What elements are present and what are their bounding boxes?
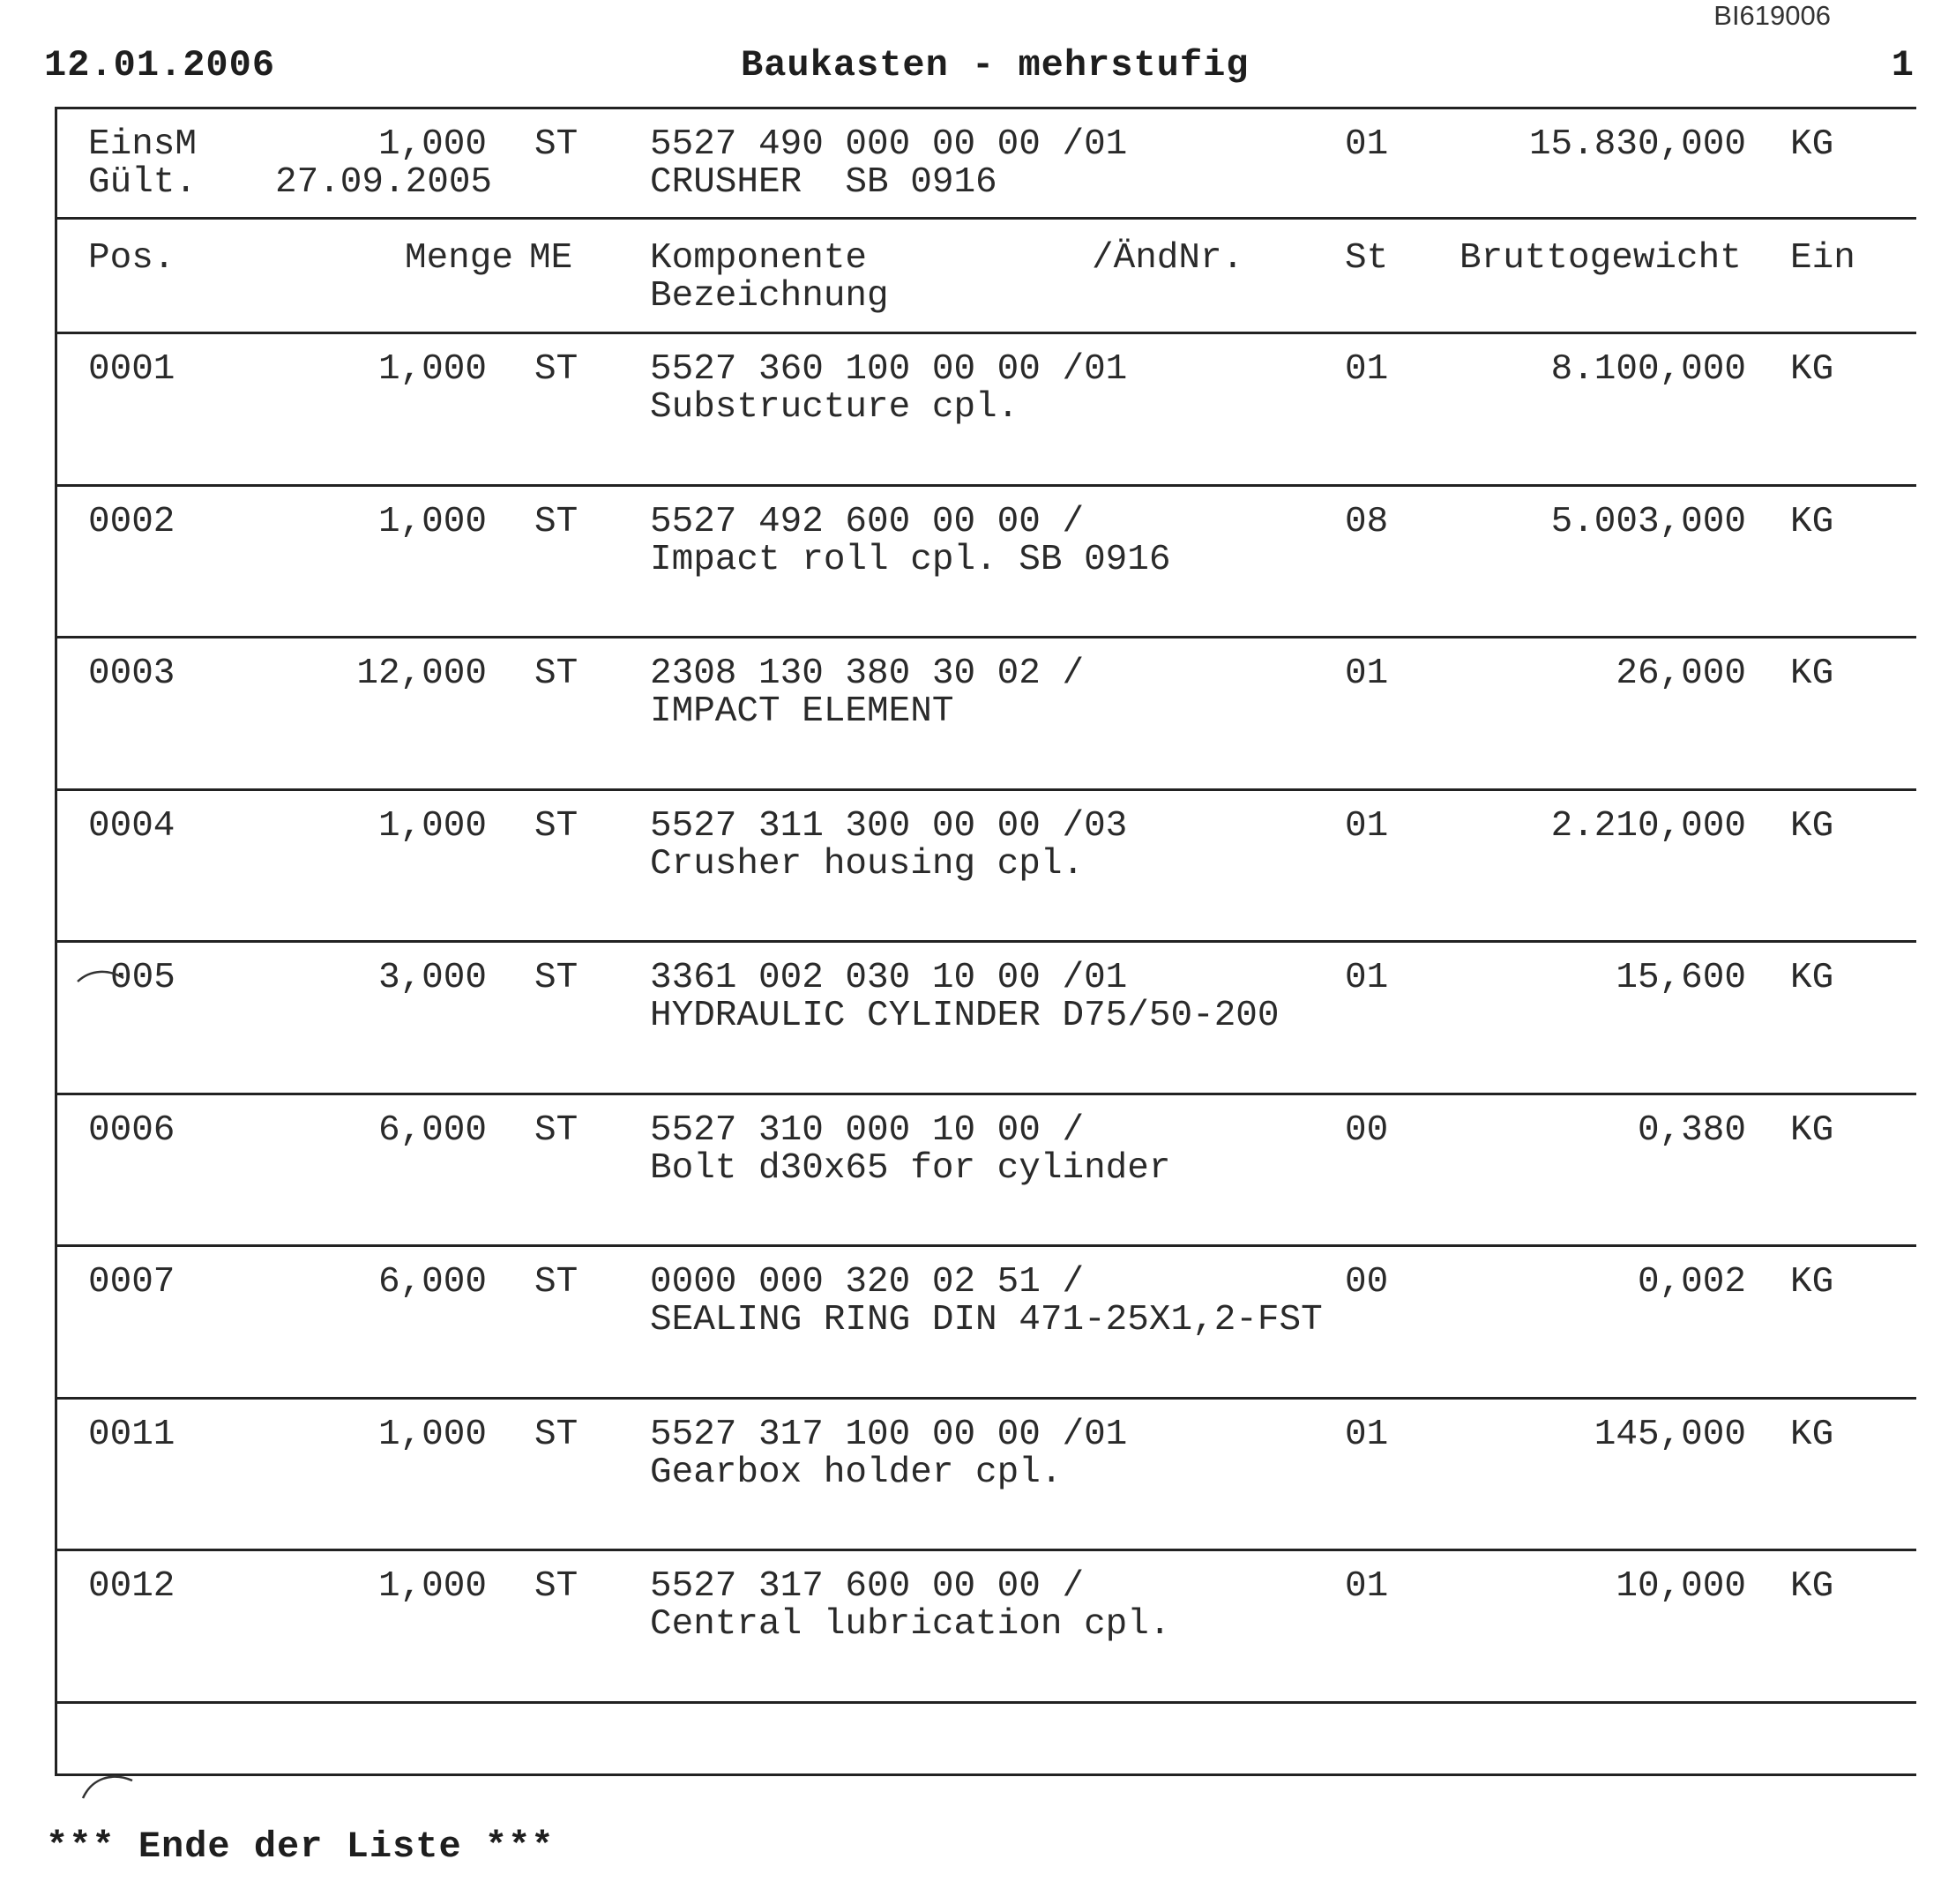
row-komponente: 0000 000 320 02 51 / bbox=[650, 1262, 1085, 1303]
row-me: ST bbox=[534, 502, 579, 542]
assembly-description: CRUSHER SB 0916 bbox=[650, 162, 997, 203]
row-komponente: 3361 002 030 10 00 /01 bbox=[650, 958, 1128, 998]
table-divider bbox=[55, 636, 1916, 638]
row-pos: 0006 bbox=[88, 1110, 175, 1151]
row-bezeichnung: Substructure cpl. bbox=[650, 387, 1019, 428]
row-bezeichnung: Crusher housing cpl. bbox=[650, 844, 1085, 885]
col-menge: Menge bbox=[404, 238, 513, 279]
row-menge: 1,000 bbox=[377, 1566, 487, 1607]
assembly-weight: 15.830,000 bbox=[1528, 124, 1746, 165]
row-gewicht: 2.210,000 bbox=[1550, 806, 1746, 847]
document-id: BI619006 bbox=[1713, 0, 1831, 31]
row-st: 08 bbox=[1345, 502, 1389, 542]
pen-mark-icon bbox=[78, 1768, 139, 1803]
table-divider bbox=[55, 788, 1916, 791]
row-pos: 0004 bbox=[88, 806, 175, 847]
assembly-status: 01 bbox=[1345, 124, 1389, 165]
row-komponente: 2308 130 380 30 02 / bbox=[650, 653, 1085, 694]
row-gewicht: 0,380 bbox=[1637, 1110, 1746, 1151]
row-menge: 12,000 bbox=[356, 653, 487, 694]
row-ein: KG bbox=[1790, 653, 1834, 694]
row-pos: 005 bbox=[110, 958, 175, 998]
row-pos: 0001 bbox=[88, 349, 175, 390]
row-menge: 1,000 bbox=[377, 502, 487, 542]
row-ein: KG bbox=[1790, 1262, 1834, 1303]
row-bezeichnung: Bolt d30x65 for cylinder bbox=[650, 1148, 1171, 1189]
row-me: ST bbox=[534, 1415, 579, 1455]
col-bruttogewicht: Bruttogewicht bbox=[1459, 238, 1742, 279]
row-me: ST bbox=[534, 806, 579, 847]
row-gewicht: 5.003,000 bbox=[1550, 502, 1746, 542]
assembly-quantity: 1,000 bbox=[377, 124, 487, 165]
row-st: 00 bbox=[1345, 1262, 1389, 1303]
row-pos: 0011 bbox=[88, 1415, 175, 1455]
col-st: St bbox=[1345, 238, 1389, 279]
row-ein: KG bbox=[1790, 502, 1834, 542]
row-bezeichnung: Central lubrication cpl. bbox=[650, 1604, 1171, 1645]
row-menge: 1,000 bbox=[377, 1415, 487, 1455]
table-divider bbox=[55, 217, 1916, 220]
row-komponente: 5527 360 100 00 00 /01 bbox=[650, 349, 1128, 390]
row-st: 01 bbox=[1345, 1566, 1389, 1607]
row-ein: KG bbox=[1790, 349, 1834, 390]
row-bezeichnung: HYDRAULIC CYLINDER D75/50-200 bbox=[650, 996, 1280, 1036]
row-bezeichnung: IMPACT ELEMENT bbox=[650, 691, 954, 732]
row-menge: 1,000 bbox=[377, 349, 487, 390]
row-menge: 3,000 bbox=[377, 958, 487, 998]
row-me: ST bbox=[534, 1566, 579, 1607]
end-of-list: *** Ende der Liste *** bbox=[46, 1826, 555, 1868]
row-st: 00 bbox=[1345, 1110, 1389, 1151]
row-bezeichnung: Gearbox holder cpl. bbox=[650, 1452, 1063, 1493]
gueltig-label: Gült. bbox=[88, 162, 198, 203]
row-me: ST bbox=[534, 958, 579, 998]
row-komponente: 5527 317 600 00 00 / bbox=[650, 1566, 1085, 1607]
table-divider bbox=[55, 332, 1916, 334]
report-date: 12.01.2006 bbox=[44, 44, 276, 86]
table-divider bbox=[55, 1244, 1916, 1247]
col-aendnr: /ÄndNr. bbox=[1092, 238, 1244, 279]
row-me: ST bbox=[534, 653, 579, 694]
row-gewicht: 145,000 bbox=[1594, 1415, 1746, 1455]
row-me: ST bbox=[534, 1262, 579, 1303]
row-st: 01 bbox=[1345, 958, 1389, 998]
row-komponente: 5527 317 100 00 00 /01 bbox=[650, 1415, 1128, 1455]
assembly-unit: ST bbox=[534, 124, 579, 165]
row-bezeichnung: Impact roll cpl. SB 0916 bbox=[650, 540, 1171, 580]
col-bezeichnung: Bezeichnung bbox=[650, 276, 889, 317]
row-komponente: 5527 492 600 00 00 / bbox=[650, 502, 1085, 542]
assembly-weight-unit: KG bbox=[1790, 124, 1834, 165]
col-pos: Pos. bbox=[88, 238, 175, 279]
table-divider bbox=[55, 484, 1916, 487]
table-divider bbox=[55, 1397, 1916, 1400]
row-st: 01 bbox=[1345, 1415, 1389, 1455]
col-ein: Ein bbox=[1790, 238, 1855, 279]
page-number: 1 bbox=[1891, 44, 1915, 86]
row-ein: KG bbox=[1790, 958, 1834, 998]
row-pos: 0012 bbox=[88, 1566, 175, 1607]
row-gewicht: 8.100,000 bbox=[1550, 349, 1746, 390]
row-menge: 6,000 bbox=[377, 1110, 487, 1151]
row-st: 01 bbox=[1345, 653, 1389, 694]
row-komponente: 5527 311 300 00 00 /03 bbox=[650, 806, 1128, 847]
row-ein: KG bbox=[1790, 806, 1834, 847]
row-gewicht: 26,000 bbox=[1616, 653, 1746, 694]
row-menge: 6,000 bbox=[377, 1262, 487, 1303]
row-ein: KG bbox=[1790, 1415, 1834, 1455]
assembly-number: 5527 490 000 00 00 /01 bbox=[650, 124, 1128, 165]
row-st: 01 bbox=[1345, 349, 1389, 390]
col-me: ME bbox=[529, 238, 573, 279]
einsm-label: EinsM bbox=[88, 124, 198, 165]
table-divider bbox=[55, 940, 1916, 943]
row-gewicht: 0,002 bbox=[1637, 1262, 1746, 1303]
row-pos: 0007 bbox=[88, 1262, 175, 1303]
row-gewicht: 15,600 bbox=[1616, 958, 1746, 998]
row-pos: 0003 bbox=[88, 653, 175, 694]
col-komponente: Komponente bbox=[650, 238, 868, 279]
row-komponente: 5527 310 000 10 00 / bbox=[650, 1110, 1085, 1151]
report-title: Baukasten - mehrstufig bbox=[741, 44, 1250, 86]
row-bezeichnung: SEALING RING DIN 471-25X1,2-FST bbox=[650, 1300, 1323, 1340]
row-menge: 1,000 bbox=[377, 806, 487, 847]
row-me: ST bbox=[534, 349, 579, 390]
row-gewicht: 10,000 bbox=[1616, 1566, 1746, 1607]
row-ein: KG bbox=[1790, 1110, 1834, 1151]
pen-mark-icon bbox=[75, 966, 128, 987]
table-divider bbox=[55, 1093, 1916, 1095]
row-st: 01 bbox=[1345, 806, 1389, 847]
row-pos: 0002 bbox=[88, 502, 175, 542]
table-divider bbox=[55, 1701, 1916, 1704]
assembly-valid-date: 27.09.2005 bbox=[275, 162, 493, 203]
row-me: ST bbox=[534, 1110, 579, 1151]
row-ein: KG bbox=[1790, 1566, 1834, 1607]
table-divider bbox=[55, 1549, 1916, 1551]
